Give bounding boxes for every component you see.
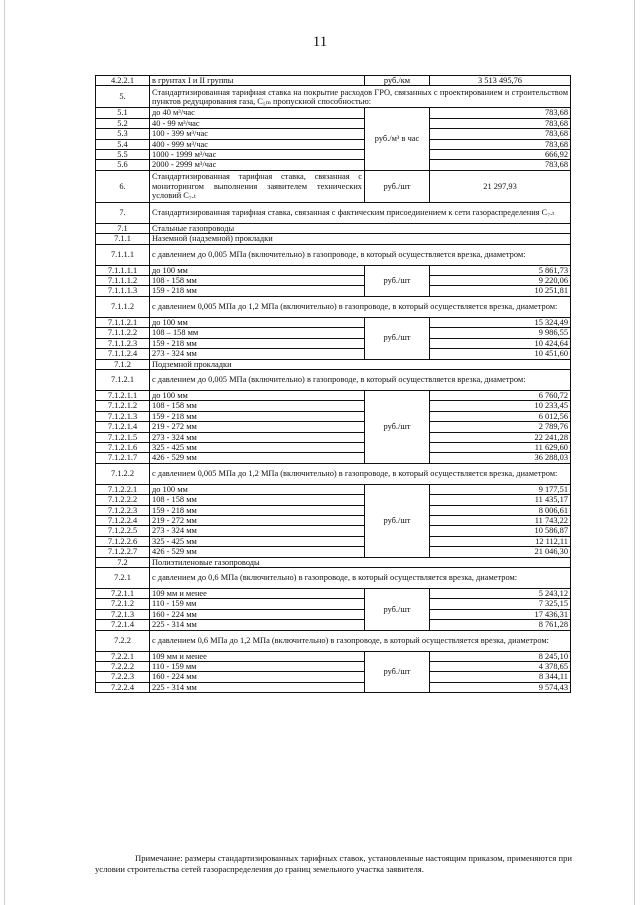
row-name: 108 – 158 мм (150, 328, 365, 338)
row-code: 5.4 (96, 139, 150, 149)
table-row (96, 589, 571, 599)
table-row (96, 359, 571, 369)
row-code: 5. (96, 86, 150, 108)
row-name: 225 - 314 мм (150, 620, 365, 630)
table-row (96, 672, 571, 682)
row-name: до 100 мм (150, 265, 365, 275)
table-row (96, 662, 571, 672)
row-code: 7.1.2.2.1 (96, 484, 150, 494)
row-unit: руб./шт (365, 265, 430, 296)
row-code: 5.1 (96, 108, 150, 118)
table-row (96, 160, 571, 170)
row-value: 36 288,03 (430, 453, 571, 463)
row-name: Подземной прокладки (150, 359, 571, 369)
row-name: до 40 м³/час (150, 108, 365, 118)
table-row (96, 129, 571, 139)
row-code: 7.2.1.2 (96, 599, 150, 609)
row-code: 7.2.1.3 (96, 609, 150, 619)
tariff-table (95, 75, 571, 693)
row-value: 5 861,73 (430, 265, 571, 275)
row-value: 783,68 (430, 139, 571, 149)
table-row (96, 495, 571, 505)
row-name: 219 - 272 мм (150, 515, 365, 525)
row-code: 7.1.1.1.1 (96, 265, 150, 275)
row-unit: руб./шт (365, 651, 430, 693)
table-row (96, 328, 571, 338)
row-value: 11 743,22 (430, 515, 571, 525)
footnote: Примечание: размеры стандартизированных тарифных ставок, установленные настоящим приказом, применяются при условии строительства сетей газораспределения до границ земельного участка заявителя. (95, 852, 572, 874)
row-code: 7. (96, 202, 150, 223)
row-code: 7.1.2 (96, 359, 150, 369)
row-code: 5.5 (96, 150, 150, 160)
row-name: 426 - 529 мм (150, 453, 365, 463)
table-row (96, 682, 571, 692)
table-row (96, 432, 571, 442)
row-value: 783,68 (430, 118, 571, 128)
row-name: 159 - 218 мм (150, 286, 365, 296)
table-row (96, 276, 571, 286)
row-unit: руб./м³ в час (365, 108, 430, 170)
table-row (96, 202, 571, 223)
row-code: 5.6 (96, 160, 150, 170)
table-row (96, 150, 571, 160)
row-name: 219 - 272 мм (150, 422, 365, 432)
row-code: 7.2 (96, 557, 150, 567)
row-code: 5.3 (96, 129, 150, 139)
table-row (96, 317, 571, 327)
row-name: 109 мм и менее (150, 589, 365, 599)
row-unit: руб./шт (365, 170, 430, 202)
row-code: 7.1.2.1 (96, 369, 150, 390)
table-row (96, 442, 571, 452)
row-code: 7.1.2.1.1 (96, 390, 150, 400)
row-code: 7.2.1.1 (96, 589, 150, 599)
table-row (96, 505, 571, 515)
table-row (96, 620, 571, 630)
row-value: 9 986,55 (430, 328, 571, 338)
scan-edge-right (634, 0, 635, 905)
row-value: 8 761,28 (430, 620, 571, 630)
table-row (96, 349, 571, 359)
row-code: 7.1.2.1.6 (96, 442, 150, 452)
row-name: 2000 - 2999 м³/час (150, 160, 365, 170)
row-code: 7.1.1.2.2 (96, 328, 150, 338)
row-value: 10 233,45 (430, 401, 571, 411)
row-name: 40 - 99 м³/час (150, 118, 365, 128)
row-name: 225 - 314 мм (150, 682, 365, 692)
row-code: 7.1.2.1.3 (96, 411, 150, 421)
row-value: 6 760,72 (430, 390, 571, 400)
row-code: 7.1.1.2.3 (96, 338, 150, 348)
row-code: 7.1 (96, 223, 150, 233)
table-row (96, 422, 571, 432)
row-unit: руб./шт (365, 317, 430, 359)
row-value: 8 344,11 (430, 672, 571, 682)
table-row (96, 223, 571, 233)
row-name: 273 - 324 мм (150, 349, 365, 359)
table-row (96, 547, 571, 557)
table-row (96, 265, 571, 275)
row-code: 7.1.1.1.2 (96, 276, 150, 286)
row-name: 110 - 159 мм (150, 662, 365, 672)
row-value: 10 424,64 (430, 338, 571, 348)
row-code: 7.2.1 (96, 568, 150, 589)
row-code: 7.1.2.2.2 (96, 495, 150, 505)
row-name: 159 - 218 мм (150, 338, 365, 348)
row-unit: руб./шт (365, 484, 430, 557)
row-name: 109 мм и менее (150, 651, 365, 661)
row-code: 7.1.1.2 (96, 296, 150, 317)
table-row (96, 630, 571, 651)
table-row (96, 234, 571, 244)
row-name: 100 - 399 м³/час (150, 129, 365, 139)
row-name: 1000 - 1999 м³/час (150, 150, 365, 160)
row-code: 7.2.2.4 (96, 682, 150, 692)
row-name: Полиэтиленовые газопроводы (150, 557, 571, 567)
row-value: 10 586,87 (430, 526, 571, 536)
row-code: 7.1.2.1.4 (96, 422, 150, 432)
row-code: 7.1.2.2.3 (96, 505, 150, 515)
table-row (96, 651, 571, 661)
row-name: 160 - 224 мм (150, 609, 365, 619)
row-value: 21 046,30 (430, 547, 571, 557)
row-name: 159 - 218 мм (150, 505, 365, 515)
table-row (96, 86, 571, 108)
row-code: 7.2.2.2 (96, 662, 150, 672)
row-name: 426 - 529 мм (150, 547, 365, 557)
row-code: 7.1.2.1.2 (96, 401, 150, 411)
row-value: 8 006,61 (430, 505, 571, 515)
row-unit: руб./км (365, 76, 430, 86)
row-code: 7.1.1 (96, 234, 150, 244)
page-number: 11 (312, 34, 328, 50)
table-row (96, 338, 571, 348)
row-name: с давлением 0,005 МПа до 1,2 МПа (включительно) в газопроводе, в который осуществляется врезка, диаметром: (150, 463, 571, 484)
row-value: 6 012,56 (430, 411, 571, 421)
row-code: 7.1.1.1 (96, 244, 150, 265)
row-name: до 100 мм (150, 484, 365, 494)
row-value: 12 112,11 (430, 536, 571, 546)
row-name: 325 - 425 мм (150, 536, 365, 546)
row-code: 7.2.2 (96, 630, 150, 651)
table-row (96, 390, 571, 400)
row-code: 7.1.2.2.7 (96, 547, 150, 557)
row-name: до 100 мм (150, 317, 365, 327)
table-row (96, 536, 571, 546)
table-row (96, 515, 571, 525)
row-name: до 100 мм (150, 390, 365, 400)
row-value: 783,68 (430, 108, 571, 118)
row-value: 11 435,17 (430, 495, 571, 505)
table-row (96, 609, 571, 619)
row-name: 159 - 218 мм (150, 411, 365, 421)
row-name: 273 - 324 мм (150, 432, 365, 442)
table-row (96, 286, 571, 296)
row-value: 15 324,49 (430, 317, 571, 327)
row-unit: руб./шт (365, 589, 430, 631)
row-value: 22 241,28 (430, 432, 571, 442)
row-name: Стандартизированная тарифная ставка, связанная с фактическим присоединением к сети газораспределения С₇.ₜ (150, 202, 571, 223)
row-value: 2 789,76 (430, 422, 571, 432)
row-value: 17 436,31 (430, 609, 571, 619)
row-code: 6. (96, 170, 150, 202)
row-name: Стандартизированная тарифная ставка, связанная с мониторингом выполнения заявителем технических условий С₇.ₜ (150, 170, 365, 202)
table-row (96, 568, 571, 589)
row-value: 783,68 (430, 160, 571, 170)
row-name: 110 - 159 мм (150, 599, 365, 609)
row-code: 7.2.2.3 (96, 672, 150, 682)
scan-edge-left (4, 0, 5, 905)
row-name: с давлением до 0,005 МПа (включительно) в газопроводе, в который осуществляется врезка, диаметром: (150, 244, 571, 265)
row-code: 7.1.2.1.7 (96, 453, 150, 463)
row-code: 5.2 (96, 118, 150, 128)
row-name: в грунтах I и II группы (150, 76, 365, 86)
row-value: 4 378,65 (430, 662, 571, 672)
row-name: с давлением 0,6 МПа до 1,2 МПа (включительно) в газопроводе, в который осуществляется врезка, диаметром: (150, 630, 571, 651)
table-row (96, 108, 571, 118)
row-name: с давлением 0,005 МПа до 1,2 МПа (включительно) в газопроводе, в который осуществляется врезка, диаметром: (150, 296, 571, 317)
table-row (96, 369, 571, 390)
row-code: 7.1.2.2.5 (96, 526, 150, 536)
row-unit: руб./шт (365, 390, 430, 463)
row-value: 7 325,15 (430, 599, 571, 609)
row-name: 400 - 999 м³/час (150, 139, 365, 149)
table-row (96, 526, 571, 536)
table-row (96, 118, 571, 128)
row-name: с давлением до 0,6 МПа (включительно) в газопроводе, в который осуществляется врезка, диаметром: (150, 568, 571, 589)
row-code: 7.1.1.1.3 (96, 286, 150, 296)
table-row (96, 170, 571, 202)
row-value: 10 451,60 (430, 349, 571, 359)
row-name: Стальные газопроводы (150, 223, 571, 233)
row-value: 3 513 495,76 (430, 76, 571, 86)
table-row (96, 453, 571, 463)
row-value: 8 245,10 (430, 651, 571, 661)
row-name: 160 - 224 мм (150, 672, 365, 682)
table-row (96, 401, 571, 411)
table-row (96, 76, 571, 86)
row-name: Наземной (надземной) прокладки (150, 234, 571, 244)
row-code: 7.1.2.2 (96, 463, 150, 484)
table-row (96, 244, 571, 265)
row-code: 7.1.2.2.4 (96, 515, 150, 525)
row-code: 4.2.2.1 (96, 76, 150, 86)
row-value: 9 574,43 (430, 682, 571, 692)
row-name: 273 - 324 мм (150, 526, 365, 536)
table-row (96, 463, 571, 484)
row-value: 783,68 (430, 129, 571, 139)
row-code: 7.1.1.2.4 (96, 349, 150, 359)
row-value: 5 243,12 (430, 589, 571, 599)
row-code: 7.1.2.1.5 (96, 432, 150, 442)
row-value: 21 297,93 (430, 170, 571, 202)
table-row (96, 557, 571, 567)
table-row (96, 139, 571, 149)
table-row (96, 599, 571, 609)
row-value: 666,92 (430, 150, 571, 160)
row-code: 7.1.2.2.6 (96, 536, 150, 546)
row-value: 11 629,60 (430, 442, 571, 452)
row-name: 108 - 158 мм (150, 495, 365, 505)
row-name: 325 - 425 мм (150, 442, 365, 452)
row-value: 9 220,06 (430, 276, 571, 286)
row-name: с давлением до 0,005 МПа (включительно) в газопроводе, в который осуществляется врезка, диаметром: (150, 369, 571, 390)
table-row (96, 484, 571, 494)
row-value: 10 251,81 (430, 286, 571, 296)
row-name: 108 - 158 мм (150, 276, 365, 286)
row-name: Стандартизированная тарифная ставка на покрытие расходов ГРО, связанных с проектированием и строительством пунктов редуцирования газа, С₅ₘ пропускной способностью: (150, 86, 571, 108)
row-code: 7.2.2.1 (96, 651, 150, 661)
table-row (96, 411, 571, 421)
row-code: 7.1.1.2.1 (96, 317, 150, 327)
row-value: 9 177,51 (430, 484, 571, 494)
row-name: 108 - 158 мм (150, 401, 365, 411)
table-row (96, 296, 571, 317)
row-code: 7.2.1.4 (96, 620, 150, 630)
